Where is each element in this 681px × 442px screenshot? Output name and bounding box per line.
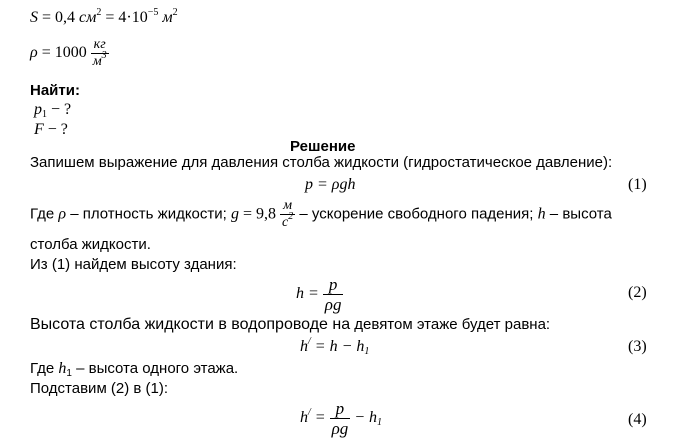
given-density: ρ = 1000 $\frac{кг}{м^3}$ bbox=[30, 37, 107, 69]
find-item-f: F − ? bbox=[34, 121, 68, 138]
substitution-line: Подставим (2) в (1): bbox=[30, 380, 169, 397]
ninth-floor-line: Высота столба жидкости в водопроводе на девятом этаже будет равна: bbox=[30, 316, 551, 333]
equation-2: h = $\frac{p}{\rho g}$ bbox=[296, 275, 342, 314]
equation-4: h/ = $\frac{p}{\rho g}$ − $h_1$ bbox=[300, 399, 383, 438]
floor-height-definition: Где $h_1$ – высота одного этажа. bbox=[30, 360, 239, 379]
equation-3: $h^/ = h - h_1$ bbox=[300, 336, 370, 357]
equation-2-fraction: $\frac{p}{\rho g}$ bbox=[324, 275, 342, 314]
density-unit-fraction: $\frac{кг}{м^3}$ bbox=[92, 37, 107, 69]
equation-2-number: (2) bbox=[628, 284, 647, 301]
solution-intro: Запишем выражение для давления столба жидкости (гидростатическое давление): bbox=[30, 154, 613, 171]
given-area: S = 0,4 $см^2 = 4\cdot 10^{-5}$ $м^2$ bbox=[30, 7, 178, 26]
equation-4-fraction: $\frac{p}{\rho g}$ bbox=[331, 399, 349, 438]
equation-1-number: (1) bbox=[628, 176, 647, 193]
definitions-line: Где ρ – плотность жидкости; g = 9,8 $\frac{м}{с^2}$ – ускорение свободного падения; h – высота bbox=[30, 198, 612, 230]
height-intro: Из (1) найдем высоту здания: bbox=[30, 256, 237, 273]
find-heading: Найти: bbox=[30, 82, 80, 99]
g-unit-fraction: $\frac{м}{с^2}$ bbox=[282, 198, 294, 230]
find-item-p1: $p_1$ − ? bbox=[34, 101, 72, 120]
definitions-line-2: столба жидкости. bbox=[30, 236, 151, 253]
solution-heading: Решение bbox=[290, 138, 356, 155]
equation-4-number: (4) bbox=[628, 411, 647, 428]
equation-1: p = ρgh bbox=[305, 176, 356, 193]
equation-3-number: (3) bbox=[628, 338, 647, 355]
